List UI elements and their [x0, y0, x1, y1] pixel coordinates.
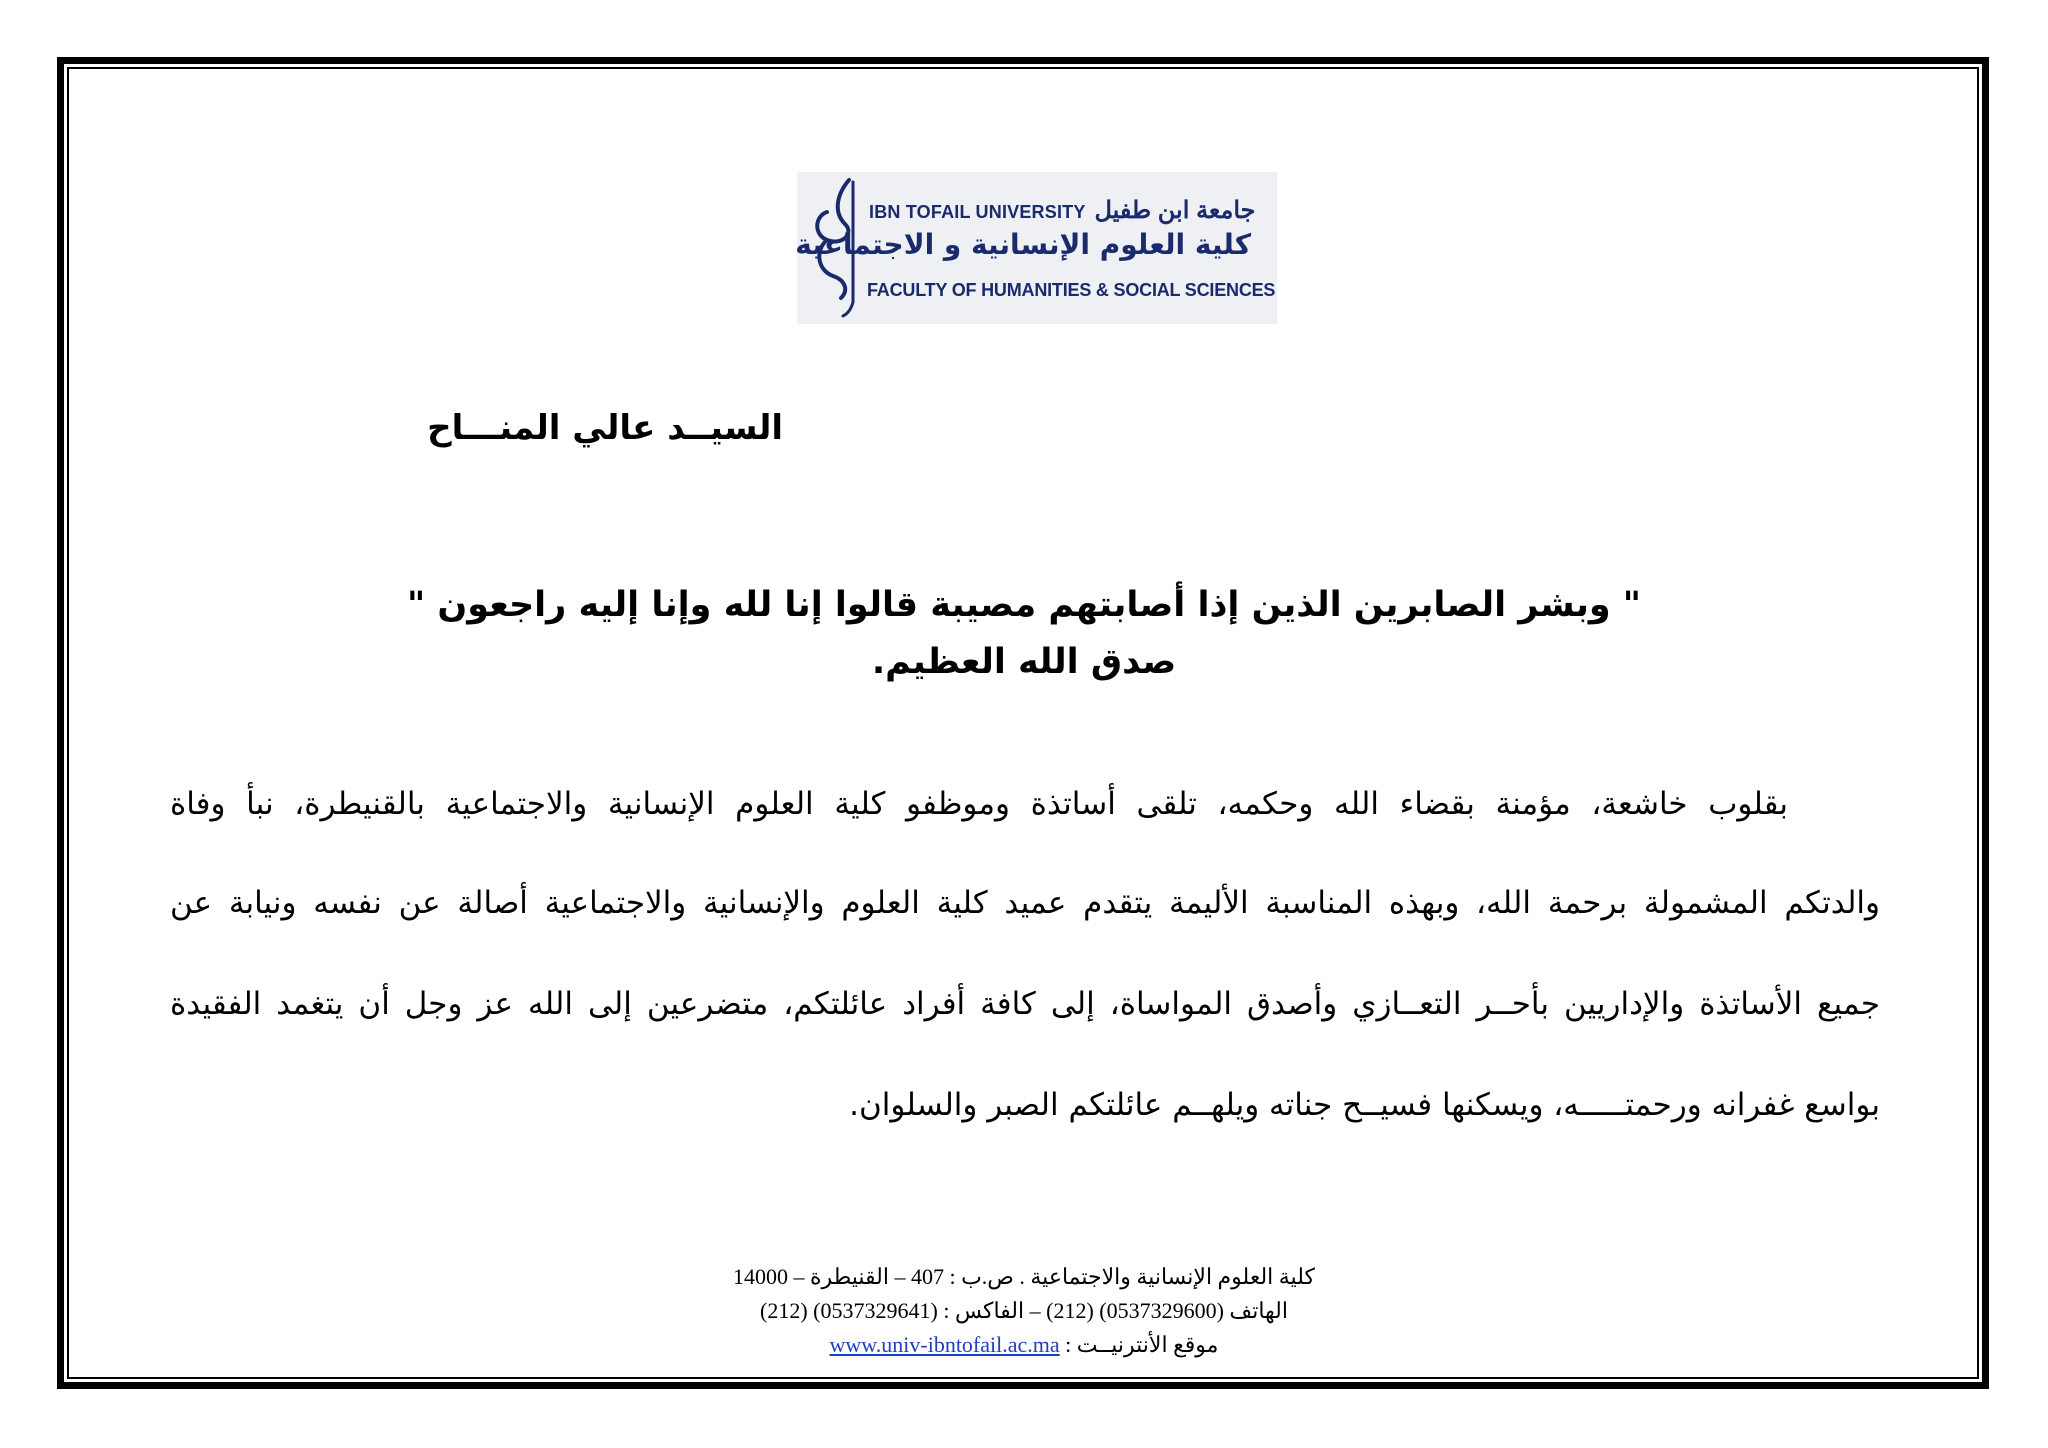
footer-address: كلية العلوم الإنسانية والاجتماعية . ص.ب : 407 – القنيطرة – 14000: [733, 1264, 1315, 1289]
condolence-line-2: والدتكم المشمولة برحمة الله، وبهذه المناسبة الأليمة يتقدم عميد كلية العلوم والإنسانية والاجتماعية أصالة عن نفسه ونيابة عن: [170, 885, 1880, 921]
website-link[interactable]: www.univ-ibntofail.ac.ma: [829, 1332, 1060, 1357]
logo-faculty-ar: كلية العلوم الإنسانية و الاجتماعية: [795, 228, 1251, 261]
logo-university-en: IBN TOFAIL UNIVERSITY: [869, 202, 1086, 222]
condolence-line-1: بقلوب خاشعة، مؤمنة بقضاء الله وحكمه، تلقى أساتذة وموظفو كلية العلوم الإنسانية والاجتماعية بالقنيطرة، نبأ وفاة: [170, 786, 1788, 822]
logo-faculty-en: FACULTY OF HUMANITIES & SOCIAL SCIENCES: [867, 280, 1276, 300]
condolence-line-4: بواسع غفرانه ورحمتـــــه، ويسكنها فسيــح جناته ويلهــم عائلتكم الصبر والسلوان.: [849, 1087, 1880, 1123]
quran-verse: " وبشر الصابرين الذين إذا أصابتهم مصيبة قالوا إنا لله وإنا إليه راجعون ": [406, 585, 1642, 625]
footer-website: [560, 1332, 1488, 1358]
quran-verse-attribution: صدق الله العظيم.: [871, 642, 1177, 682]
footer-phone-fax: الهاتف (0537329600) (212) – الفاكس : (0537329641) (212): [760, 1298, 1288, 1323]
footer-website-label: موقع الأنترنيــت :: [1059, 1332, 1219, 1357]
logo-university-ar: جامعة ابن طفيل: [1094, 197, 1256, 224]
condolence-line-3: جميع الأساتذة والإداريين بأحــر التعــازي وأصدق المواساة، إلى كافة أفراد عائلتكم، متضرعين إلى الله عز وجل أن يتغمد الفقيدة: [170, 986, 1880, 1022]
logo-line-university: [869, 196, 1256, 225]
letter-addressee: السيــد عالي المنـــاح: [427, 408, 783, 448]
university-logo: [797, 172, 1277, 324]
